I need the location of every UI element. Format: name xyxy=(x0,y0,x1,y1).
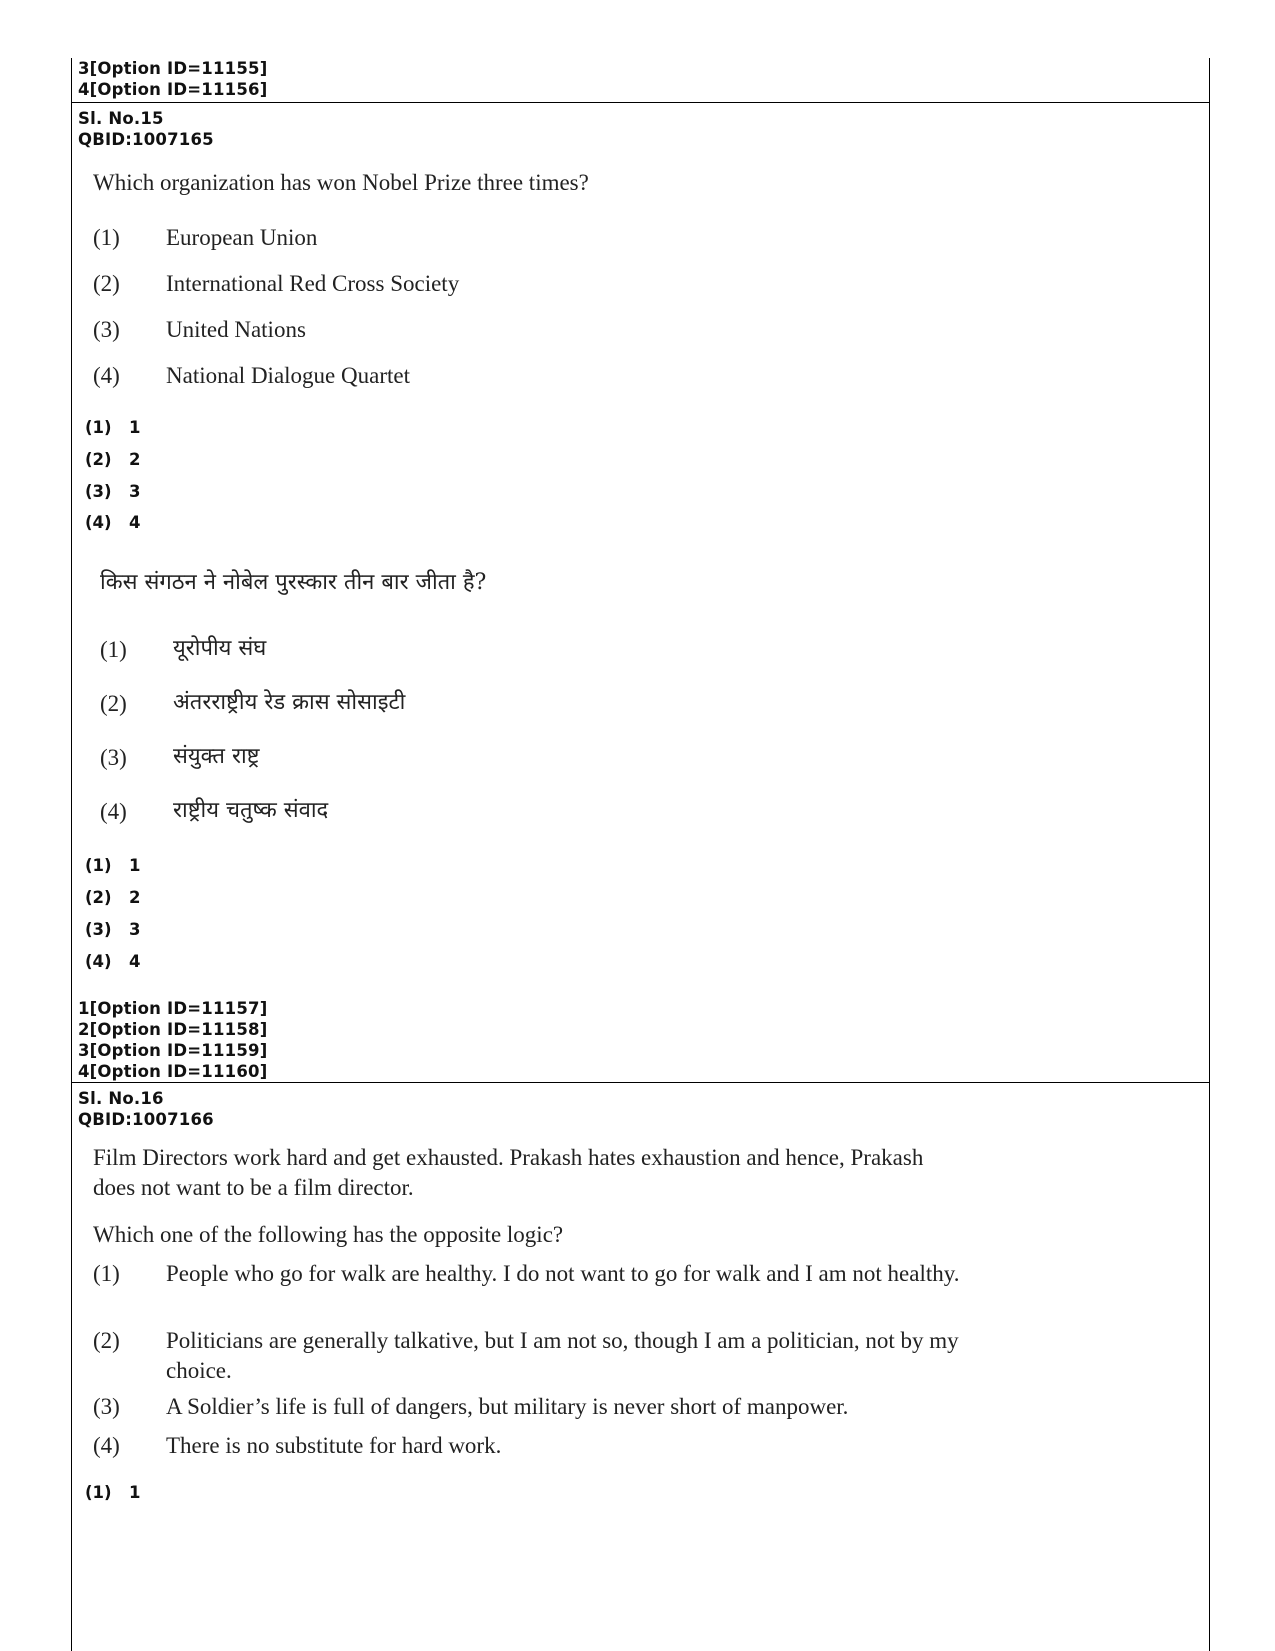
q16-option-num: (4) xyxy=(93,1433,120,1458)
q15-option-num: (2) xyxy=(93,271,120,296)
option-id-line: 2[Option ID=11158] xyxy=(78,1020,268,1039)
q15-option-text-hi: अंतरराष्ट्रीय रेड क्रास सोसाइटी xyxy=(173,690,406,715)
option-id-line: 3[Option ID=11155] xyxy=(78,59,268,78)
q15-option-text: National Dialogue Quartet xyxy=(166,363,410,388)
q15-option-num-hi: (1) xyxy=(100,637,127,662)
q16-option-num: (1) xyxy=(93,1261,120,1286)
answer-option: (2) 2 xyxy=(85,450,141,469)
serial-number: Sl. No.16 xyxy=(78,1089,164,1108)
q16-question: Which one of the following has the opposite logic? xyxy=(93,1222,564,1247)
q16-header xyxy=(78,1088,214,1130)
q15-question-en: Which organization has won Nobel Prize three times? xyxy=(93,170,589,195)
q15-option-id-list xyxy=(78,998,267,1082)
q15-option-text: European Union xyxy=(166,225,318,250)
answer-option: (4) 4 xyxy=(85,952,141,971)
q15-option-text: International Red Cross Society xyxy=(166,271,460,296)
answer-option: (1) 1 xyxy=(85,856,141,875)
q16-option-line: choice. xyxy=(166,1358,232,1383)
q16-option-text: People who go for walk are healthy. I do not want to go for walk and I am not healthy. xyxy=(166,1261,960,1286)
q16-passage-line: does not want to be a film director. xyxy=(93,1175,414,1200)
q15-option-num-hi: (2) xyxy=(100,691,127,716)
q15-option-num-hi: (4) xyxy=(100,799,127,824)
answer-option: (1) 1 xyxy=(85,418,141,437)
q16-option-text: A Soldier’s life is full of dangers, but military is never short of manpower. xyxy=(166,1394,849,1419)
q15-option-text: United Nations xyxy=(166,317,306,342)
q15-option-text-hi: संयुक्त राष्ट्र xyxy=(173,744,260,769)
q15-header xyxy=(78,108,214,150)
q16-option-text xyxy=(166,1326,959,1386)
qbid: QBID:1007166 xyxy=(78,1110,214,1129)
option-id-line: 1[Option ID=11157] xyxy=(78,999,268,1018)
q15-option-num: (3) xyxy=(93,317,120,342)
serial-number: Sl. No.15 xyxy=(78,109,164,128)
option-id-line: 3[Option ID=11159] xyxy=(78,1041,268,1060)
option-id-line: 4[Option ID=11156] xyxy=(78,80,268,99)
qbid: QBID:1007165 xyxy=(78,130,214,149)
divider xyxy=(71,1082,1210,1083)
divider xyxy=(71,102,1210,103)
q15-option-num: (4) xyxy=(93,363,120,388)
q16-option-num: (3) xyxy=(93,1394,120,1419)
option-id-line: 4[Option ID=11160] xyxy=(78,1062,268,1081)
q15-option-num-hi: (3) xyxy=(100,745,127,770)
top-option-id-list xyxy=(78,58,267,100)
answer-option: (3) 3 xyxy=(85,920,141,939)
q16-passage-line: Film Directors work hard and get exhausted. Prakash hates exhaustion and hence, Prakash xyxy=(93,1145,924,1170)
q16-option-line: Politicians are generally talkative, but I am not so, though I am a politician, not by my xyxy=(166,1328,959,1353)
q16-option-num: (2) xyxy=(93,1328,120,1353)
q16-passage xyxy=(93,1143,923,1203)
q15-option-text-hi: यूरोपीय संघ xyxy=(173,636,267,661)
q15-option-text-hi: राष्ट्रीय चतुष्क संवाद xyxy=(173,798,329,823)
answer-option: (1) 1 xyxy=(85,1483,141,1502)
q16-option-text: There is no substitute for hard work. xyxy=(166,1433,502,1458)
answer-option: (3) 3 xyxy=(85,482,141,501)
q15-question-hi: किस संगठन ने नोबेल पुरस्कार तीन बार जीता है? xyxy=(100,570,487,595)
answer-option: (2) 2 xyxy=(85,888,141,907)
answer-option: (4) 4 xyxy=(85,513,141,532)
q15-option-num: (1) xyxy=(93,225,120,250)
